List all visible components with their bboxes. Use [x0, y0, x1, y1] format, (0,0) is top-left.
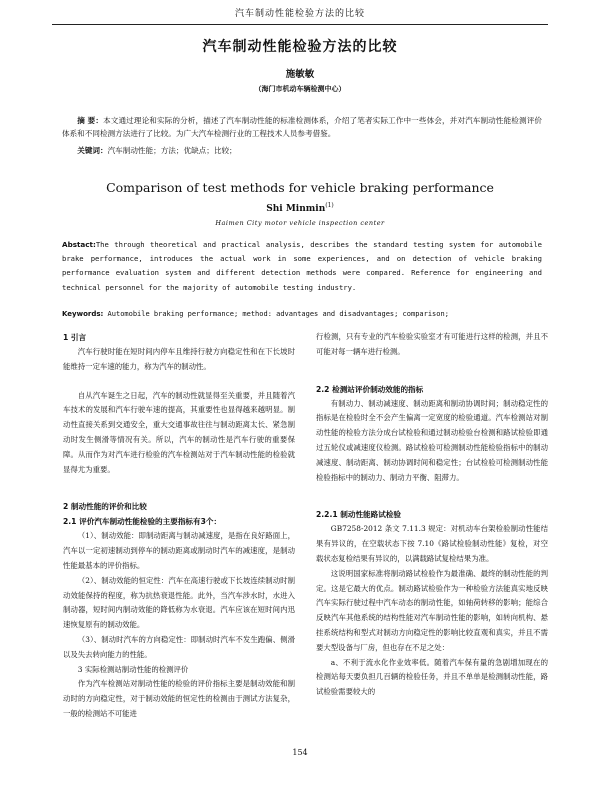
author-english-sup: (1) [325, 202, 334, 209]
page-number: 154 [292, 748, 308, 757]
left-column [63, 330, 295, 722]
affiliation-english: Haimen City motor vehicle inspection center [215, 219, 385, 227]
running-header [52, 6, 548, 25]
keywords-chinese-text: 汽车制动性能；方法；优缺点；比较； [107, 146, 237, 155]
keywords-english [62, 308, 542, 321]
abstract-english-text: The through theoretical and practical analysis, describes the standard testing system for automobile brake performance, introduces the actual work in some experiences, and on detection of vehicle braking performance evaluation system and different detection methods were compared. Reference for engineering and technical personnel for the majority of automobile testing industry. [62, 240, 542, 292]
keywords-english-text: Automobile braking performance; method: advantages and disadvantages; comparison; [107, 310, 449, 318]
subsection-heading-2-2: 2.2 检测站评价制动效能的指标 [316, 384, 424, 394]
paragraph: 自从汽车诞生之日起，汽车的制动性就显得至关重要，并且随着汽车技术的发展和汽车行驶车速的提高，其重要性也显得越来越明显。制动性直接关系到交通安全，重大交通事故往往与制动距离太长、紧急制动时发生侧滑等情况有关。所以，汽车的制动性是汽车行驶的重要保障。从而作为对汽车进行检验的汽车检测站对于汽车制动性能的检验就显得尤为重要。 [63, 390, 295, 474]
paragraph: a、不利于流水化作业效率低。随着汽车保有量的急剧增加现在的检测站每天要负担几百辆的检验任务，并且不单单是检测制动性能，路试检验需要较大的 [316, 657, 548, 697]
title-chinese: 汽车制动性能检验方法的比较 [202, 39, 398, 55]
paragraph: 这说明国家标准将制动路试检验作为最准确、最终的制动性能的判定。这是它最大的优点。制动路试检验作为一种检验方法能真实地反映汽车实际行驶过程中汽车动态的制动性能，如轴荷转移的影响；能综合反映汽车其他系统的结构性能对汽车制动性能的影响，如转向机构、悬挂系统结构和型式对制动方向稳定性的影响比较直观和真实，并且不需要大型设备与厂房，但也存在不足之处： [316, 568, 548, 652]
paragraph: 行检测，只有专业的汽车检验实验室才有可能进行这样的检测，并且不可能对每一辆车进行检测。 [316, 332, 548, 356]
paragraph: 3 实际检测站制动性能的检测评价 [77, 664, 189, 674]
section-heading-evaluation: 2 制动性能的评价和比较 [63, 502, 147, 512]
author-english [0, 202, 600, 214]
author-english-name: Shi Minmin [266, 204, 326, 214]
title-english: Comparison of test methods for vehicle braking performance [106, 180, 494, 195]
keywords-chinese [62, 144, 542, 157]
paragraph: 汽车行驶时能在短时间内停车且维持行驶方向稳定性和在下长坡时能维持一定车速的能力，称为汽车的制动性。 [63, 347, 295, 371]
author-chinese: 施敏敏 [285, 69, 315, 80]
abstract-chinese-text: 本文通过理论和实际的分析，描述了汽车制动性能的标准检测体系，介绍了笔者实际工作中一些体会，并对汽车制动性能检测评价体系和不同检测方法进行了比较。为广大汽车检测行业的工程技术人员参考借鉴。 [62, 116, 542, 138]
running-title: 汽车制动性能检验方法的比较 [234, 9, 365, 19]
section-heading-introduction: 1 引言 [63, 333, 87, 342]
keywords-english-label: Keywords: [62, 310, 104, 318]
abstract-english [62, 238, 542, 295]
paragraph: （3）、制动时汽车的方向稳定性：即制动时汽车不发生跑偏、侧滑以及失去转向能力的性能。 [63, 634, 295, 659]
right-column [316, 330, 548, 700]
paragraph: （2）、制动效能的恒定性：汽车在高速行驶或下长坡连续制动时制动效能保持的程度，称为抗热衰退性能。此外，当汽车涉水时，水进入制动器，短时间内制动效能的降低称为水衰退。汽车应该在短时间内迅速恢复原有的制动效能。 [63, 575, 295, 630]
paragraph: GB7258-2012 条文 7.11.3 规定：对机动车台架检验制动性能结果有异议的，在空载状态下按 7.10《路试检验制动性能》复检，对空载状态复检结果有异议的，以满载路试复检结果为准。 [316, 524, 548, 563]
subsection-heading-2-1: 2.1 评价汽车制动性能检验的主要指标有3个： [63, 517, 222, 527]
affiliation-chinese: （海门市机动车辆检测中心） [254, 84, 346, 93]
abstract-chinese [62, 114, 542, 140]
subsection-heading-2-2-1: 2.2.1 制动性能路试检验 [316, 510, 402, 520]
abstract-chinese-label: 摘 要： [77, 116, 104, 125]
paragraph: （1）、制动效能：即制动距离与制动减速度，是指在良好路面上，汽车以一定初速制动到停车的制动距离或制动时汽车的减速度，是制动性能最基本的评价指标。 [63, 531, 295, 570]
paragraph: 作为汽车检测站对制动性能的检验的评价指标主要是制动效能和制动时的方向稳定性，对于制动效能的恒定性的检测由于测试方法复杂，一般的检测站不可能进 [63, 679, 295, 718]
abstract-english-label: Abstact: [62, 240, 96, 249]
paragraph: 有制动力、制动减速度、制动距离和制动协调时间；制动稳定性的指标是在检验时全不会产生偏离一定宽度的检验通道。汽车检测站对制动性能的检验方法分成台试检验和通过制动检验台检测和路试检验即通过五轮仪或减速度仪检测。路试检验可检测制动性能检验指标中的制动减速度、制动距离、制动协调时间和稳定性；台试检验可检测制动性能检验指标中的制动力、制动力平衡、阻滞力。 [316, 398, 548, 482]
keywords-chinese-label: 关键词： [77, 146, 108, 155]
